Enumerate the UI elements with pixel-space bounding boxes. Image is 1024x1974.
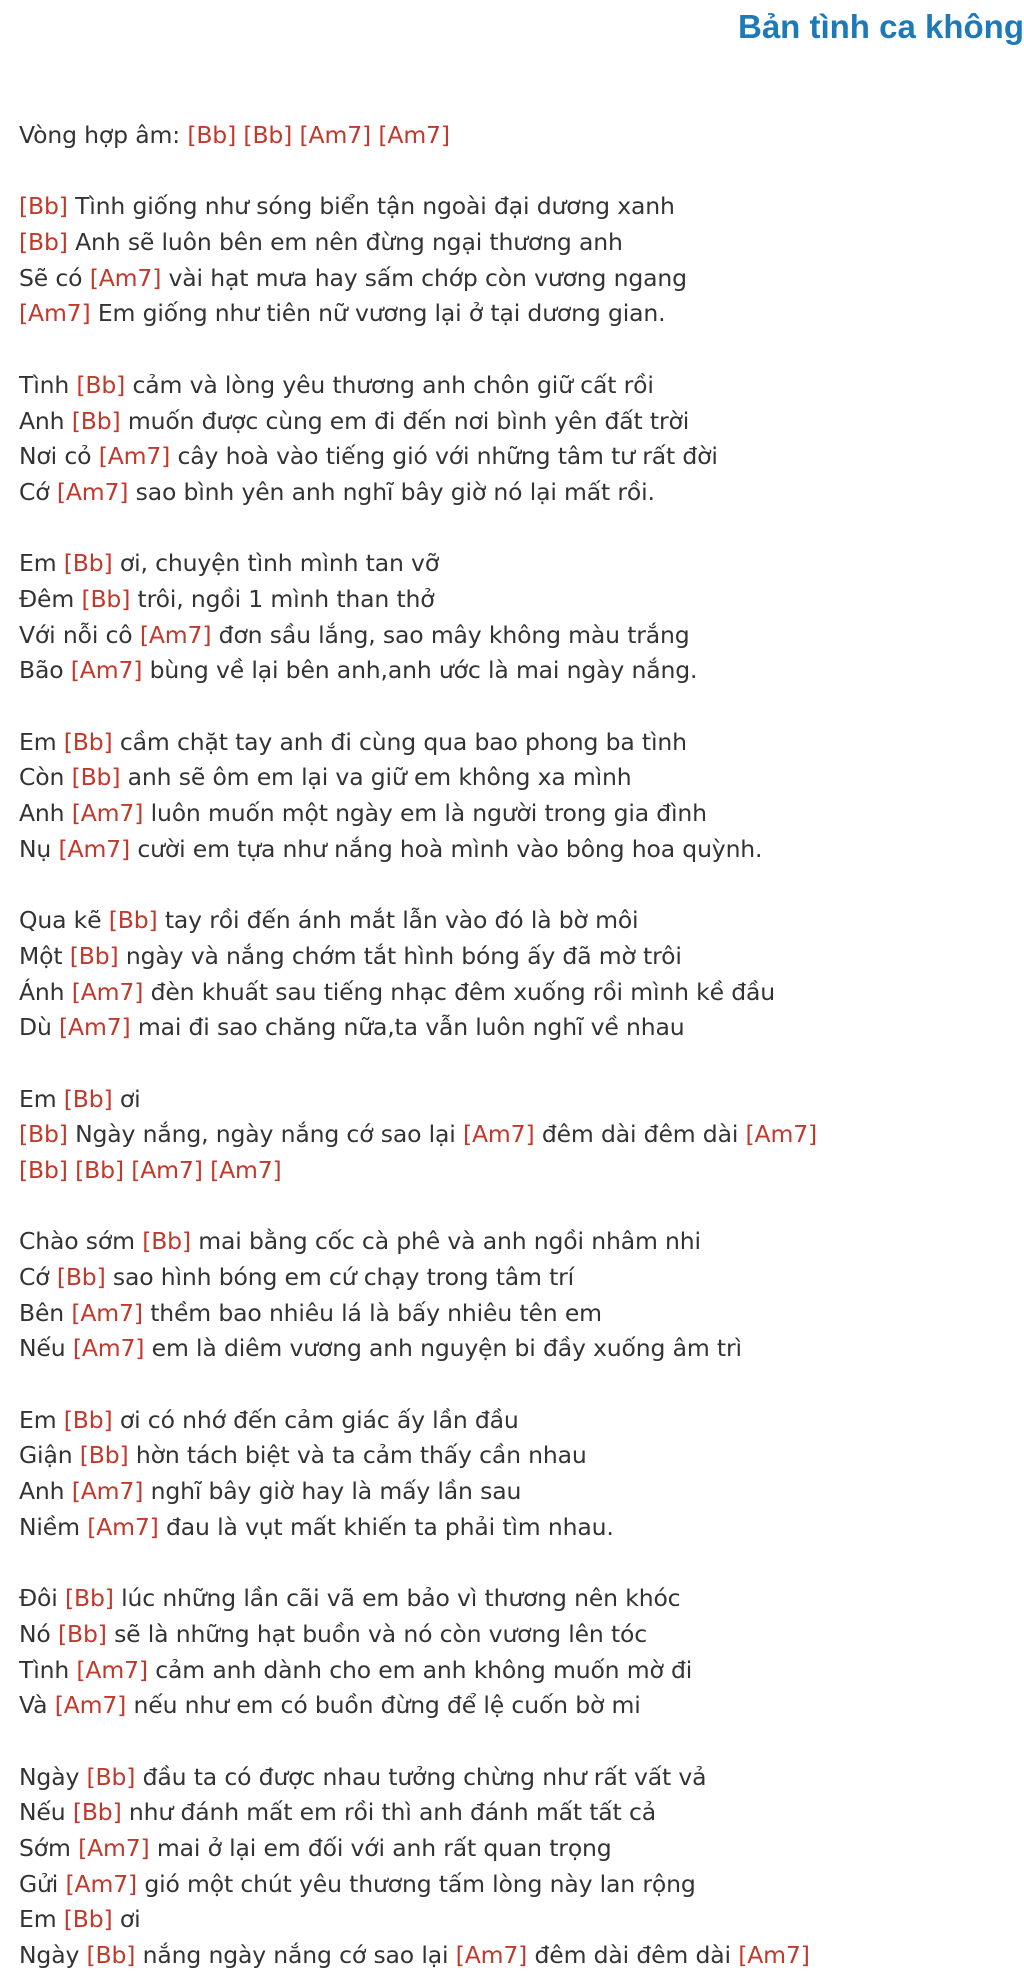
chord-link[interactable]: [Bb]: [72, 1798, 122, 1827]
lyric-text: mai đi sao chăng nữa,ta vẫn luôn nghĩ về nhau: [130, 1013, 685, 1042]
lyric-text: đèn khuất sau tiếng nhạc đêm xuống rồi mình kề đầu: [143, 977, 776, 1006]
stanza-gap: [19, 1724, 1024, 1760]
lyric-text: trôi, ngồi 1 mình than thở: [130, 584, 435, 613]
lyric-text: hờn tách biệt và ta cảm thấy cần nhau: [128, 1441, 587, 1470]
lyric-line: [19, 368, 1024, 404]
lyric-line: [19, 189, 1024, 225]
stanza-gap: [19, 1367, 1024, 1403]
lyric-line: [19, 1153, 1024, 1189]
lyric-text: sẽ là những hạt buồn và nó còn vương lên tóc: [106, 1619, 648, 1648]
lyric-text: Bão: [19, 656, 71, 685]
lyric-line: [19, 618, 1024, 654]
lyric-text: Em: [19, 1905, 64, 1934]
lyric-text: gió một chút yêu thương tấm lòng này lan rộng: [137, 1869, 696, 1898]
lyric-text: Chào sớm: [19, 1227, 143, 1256]
lyric-line: [19, 796, 1024, 832]
lyric-line: [19, 1224, 1024, 1260]
lyric-line: [19, 261, 1024, 297]
lyric-text: [292, 121, 299, 149]
lyric-text: Em: [19, 727, 64, 756]
lyric-text: đêm dài đêm dài: [534, 1120, 746, 1149]
chord-link[interactable]: [Am7]: [65, 1869, 138, 1898]
lyric-line: [19, 1296, 1024, 1332]
lyric-text: bùng về lại bên anh,anh ước là mai ngày nắng.: [142, 656, 698, 685]
lyric-text: Giận: [19, 1441, 80, 1470]
lyric-line: [19, 1438, 1024, 1474]
lyric-text: Ngày nắng, ngày nắng cớ sao lại: [67, 1120, 463, 1149]
lyric-line: [19, 1581, 1024, 1617]
lyric-text: anh sẽ ôm em lại va giữ em không xa mình: [120, 763, 632, 792]
lyric-line: [19, 1938, 1024, 1974]
lyric-text: cây hoà vào tiếng gió với những tâm tư rất đời: [170, 442, 718, 471]
chord-link[interactable]: [Am7]: [131, 1155, 203, 1184]
lyric-text: Đôi: [19, 1584, 65, 1613]
chord-link[interactable]: [Bb]: [71, 406, 121, 435]
stanza-gap: [19, 1046, 1024, 1082]
lyric-text: luôn muốn một ngày em là người trong gia đình: [143, 799, 707, 828]
lyric-text: Đêm: [19, 584, 82, 613]
chord-link[interactable]: [Bb]: [108, 906, 158, 935]
lyric-line: [19, 225, 1024, 261]
chord-link[interactable]: [Bb]: [71, 763, 121, 792]
lyric-text: đau là vụt mất khiến ta phải tìm nhau.: [158, 1512, 614, 1541]
lyric-line: [19, 1688, 1024, 1724]
lyric-line: [19, 475, 1024, 511]
lyric-line: [19, 1117, 1024, 1153]
lyric-text: ơi: [112, 1905, 141, 1934]
chord-link[interactable]: [Bb]: [75, 1155, 124, 1184]
chord-link[interactable]: [Am7]: [59, 1013, 131, 1042]
lyric-text: cảm và lòng yêu thương anh chôn giữ cất rồi: [125, 370, 654, 399]
chord-link[interactable]: [Bb]: [19, 228, 68, 257]
stanza-gap: [19, 511, 1024, 547]
chord-link[interactable]: [Am7]: [78, 1834, 150, 1862]
chord-link[interactable]: [Am7]: [87, 1512, 159, 1541]
chord-link[interactable]: [Bb]: [86, 1941, 136, 1970]
lyric-text: Nếu: [19, 1798, 73, 1827]
lyric-text: Anh: [19, 1477, 72, 1506]
lyric-line: [19, 975, 1024, 1011]
lyric-text: Gửi: [19, 1869, 66, 1898]
lyric-line: [19, 439, 1024, 475]
lyric-line: [19, 1760, 1024, 1796]
chord-link[interactable]: [Am7]: [72, 1334, 145, 1363]
lyric-text: mai ở lại em đối với anh rất quan trọng: [149, 1834, 612, 1862]
lyric-text: Em: [19, 1405, 64, 1434]
lyric-line: [19, 1260, 1024, 1296]
lyric-text: em là diêm vương anh nguyện bi đầy xuống âm trì: [144, 1334, 742, 1363]
chord-link[interactable]: [Am7]: [378, 121, 450, 149]
lyrics-sheet: [19, 118, 1024, 1974]
chord-link[interactable]: [Am7]: [89, 263, 162, 292]
chord-link[interactable]: [Am7]: [299, 121, 372, 149]
chord-link[interactable]: [Bb]: [63, 1084, 113, 1113]
chord-link[interactable]: [Am7]: [19, 299, 91, 328]
lyric-text: nghĩ bây giờ hay là mấy lần sau: [143, 1477, 522, 1506]
lyric-text: Sớm: [19, 1834, 79, 1862]
lyric-line: [19, 1617, 1024, 1653]
chord-link[interactable]: [Am7]: [56, 477, 129, 506]
stanza-gap: [19, 154, 1024, 190]
lyric-line: [19, 1902, 1024, 1938]
stanza-gap: [19, 689, 1024, 725]
chord-link[interactable]: [Am7]: [455, 1941, 528, 1970]
lyric-text: Cớ: [19, 1263, 57, 1291]
lyric-text: Anh: [19, 799, 72, 828]
stanza-gap: [19, 1546, 1024, 1582]
lyric-line: [19, 1795, 1024, 1831]
chord-link[interactable]: [Am7]: [210, 1155, 282, 1184]
lyric-line: [19, 1653, 1024, 1689]
lyric-line: [19, 296, 1024, 332]
lyric-text: Em giống như tiên nữ vương lại ở tại dương gian.: [90, 299, 666, 328]
lyric-line: [19, 725, 1024, 761]
chord-link[interactable]: [Am7]: [71, 1477, 144, 1506]
lyric-text: Tình: [19, 370, 77, 399]
lyric-text: muốn được cùng em đi đến nơi bình yên đất trời: [120, 406, 690, 435]
lyric-line: [19, 546, 1024, 582]
chord-link[interactable]: [Bb]: [19, 1120, 68, 1149]
lyric-text: ơi có nhớ đến cảm giác ấy lần đầu: [112, 1405, 519, 1434]
lyric-line: [19, 760, 1024, 796]
lyric-line: [19, 1474, 1024, 1510]
lyric-text: cầm chặt tay anh đi cùng qua bao phong ba tình: [112, 727, 687, 756]
lyric-line: [19, 653, 1024, 689]
lyric-line: [19, 1831, 1024, 1867]
lyric-text: đêm dài đêm dài: [527, 1941, 739, 1970]
lyric-text: Nó: [19, 1619, 58, 1648]
lyric-text: mai bằng cốc cà phê và anh ngồi nhâm nhi: [190, 1227, 701, 1256]
lyric-text: Ánh: [19, 977, 72, 1006]
chord-link[interactable]: [Am7]: [54, 1691, 127, 1720]
lyric-text: Nơi cỏ: [19, 442, 99, 471]
lyric-line: [19, 1082, 1024, 1118]
lyric-text: ơi, chuyện tình mình tan vỡ: [112, 549, 440, 578]
lyric-text: như đánh mất em rồi thì anh đánh mất tất cả: [121, 1798, 656, 1827]
lyric-text: sao hình bóng em cứ chạy trong tâm trí: [105, 1263, 575, 1291]
chord-link[interactable]: [Bb]: [63, 549, 113, 578]
lyric-text: Nụ: [19, 834, 59, 863]
lyric-text: Anh: [19, 406, 72, 435]
lyric-text: nắng ngày nắng cớ sao lại: [135, 1941, 456, 1970]
lyric-text: Với nỗi cô: [19, 620, 140, 649]
lyric-text: Em: [19, 549, 64, 578]
lyric-text: lúc những lần cãi vã em bảo vì thương nên khóc: [113, 1584, 681, 1613]
chord-link[interactable]: [Bb]: [19, 1155, 68, 1184]
lyric-text: đầu ta có được nhau tưởng chừng như rất vất vả: [135, 1762, 707, 1791]
stanza-gap: [19, 867, 1024, 903]
lyric-text: nếu như em có buồn đừng để lệ cuốn bờ mi: [126, 1691, 641, 1720]
lyric-text: Qua kẽ: [19, 906, 109, 935]
lyric-text: Ngày: [19, 1941, 87, 1970]
stanza-gap: [19, 1189, 1024, 1225]
chord-link[interactable]: [Am7]: [139, 620, 212, 649]
lyric-text: thềm bao nhiêu lá là bấy nhiêu tên em: [142, 1298, 602, 1327]
lyric-text: Anh sẽ luôn bên em nên đừng ngại thương anh: [67, 228, 623, 257]
lyric-text: Còn: [19, 763, 72, 792]
lyric-line: [19, 1510, 1024, 1546]
lyric-text: Ngày: [19, 1762, 87, 1791]
lyric-text: Tình: [19, 1655, 77, 1684]
chord-link[interactable]: [Bb]: [76, 370, 126, 399]
chord-link[interactable]: [Am7]: [71, 977, 144, 1006]
chord-link[interactable]: [Am7]: [462, 1120, 535, 1149]
chord-link[interactable]: [Bb]: [81, 584, 131, 613]
lyric-text: Sẽ có: [19, 263, 90, 292]
chord-link[interactable]: [Am7]: [71, 1298, 143, 1327]
lyric-text: Cớ: [19, 477, 57, 506]
lyric-text: cười em tựa như nắng hoà mình vào bông hoa quỳnh.: [130, 834, 763, 863]
chord-link[interactable]: [Bb]: [19, 192, 68, 221]
chord-link[interactable]: [Am7]: [71, 799, 144, 828]
lyric-line: [19, 939, 1024, 975]
lyric-line: [19, 118, 1024, 154]
lyric-line: [19, 1010, 1024, 1046]
lyric-text: Em: [19, 1084, 64, 1113]
chord-link[interactable]: [Am7]: [70, 656, 143, 685]
lyric-line: [19, 832, 1024, 868]
lyric-text: sao bình yên anh nghĩ bây giờ nó lại mất rồi.: [128, 477, 655, 506]
lyric-text: Bên: [19, 1298, 72, 1327]
lyric-line: [19, 1403, 1024, 1439]
lyric-line: [19, 1331, 1024, 1367]
lyric-line: [19, 1867, 1024, 1903]
lyric-text: đơn sầu lắng, sao mây không màu trắng: [211, 620, 690, 649]
lyric-text: cảm anh dành cho em anh không muốn mờ đi: [147, 1655, 693, 1684]
stanza-gap: [19, 332, 1024, 368]
lyric-text: ngày và nắng chớm tắt hình bóng ấy đã mờ trôi: [118, 941, 682, 970]
chord-link[interactable]: [Am7]: [738, 1941, 810, 1970]
lyric-text: ơi: [112, 1084, 141, 1113]
chord-link[interactable]: [Am7]: [58, 834, 131, 863]
chord-link[interactable]: [Bb]: [63, 1405, 113, 1434]
chord-link[interactable]: [Bb]: [69, 941, 119, 970]
lyric-text: Một: [19, 941, 70, 970]
lyric-text: [68, 1156, 75, 1184]
lyric-text: tay rồi đến ánh mắt lẫn vào đó là bờ môi: [157, 906, 639, 935]
chord-link[interactable]: [Am7]: [76, 1655, 148, 1684]
chord-link[interactable]: [Bb]: [86, 1762, 136, 1791]
chord-link[interactable]: [Bb]: [187, 121, 237, 149]
chord-link[interactable]: [Bb]: [63, 1905, 113, 1934]
lyric-line: [19, 404, 1024, 440]
lyric-text: Vòng hợp âm:: [19, 121, 188, 149]
lyric-text: Và: [19, 1691, 55, 1720]
lyric-text: [203, 1156, 210, 1184]
lyric-text: Niềm: [19, 1512, 88, 1541]
lyric-text: vài hạt mưa hay sấm chớp còn vương ngang: [161, 263, 687, 292]
chord-link[interactable]: [Bb]: [57, 1619, 107, 1648]
chord-link[interactable]: [Bb]: [63, 727, 113, 756]
lyric-text: Nếu: [19, 1334, 73, 1363]
lyric-line: [19, 582, 1024, 618]
lyric-text: Tình giống như sóng biển tận ngoài đại dương xanh: [67, 192, 675, 221]
chord-link[interactable]: [Am7]: [745, 1120, 818, 1149]
lyric-line: [19, 903, 1024, 939]
chord-link[interactable]: [Bb]: [56, 1263, 106, 1291]
chord-link[interactable]: [Bb]: [79, 1441, 129, 1470]
chord-link[interactable]: [Bb]: [142, 1227, 191, 1256]
chord-link[interactable]: [Bb]: [65, 1584, 114, 1613]
lyric-text: Dù: [19, 1013, 60, 1042]
song-title: Bản tình ca không: [737, 8, 1024, 45]
chord-link[interactable]: [Am7]: [98, 442, 171, 471]
chord-link[interactable]: [Bb]: [243, 121, 293, 149]
